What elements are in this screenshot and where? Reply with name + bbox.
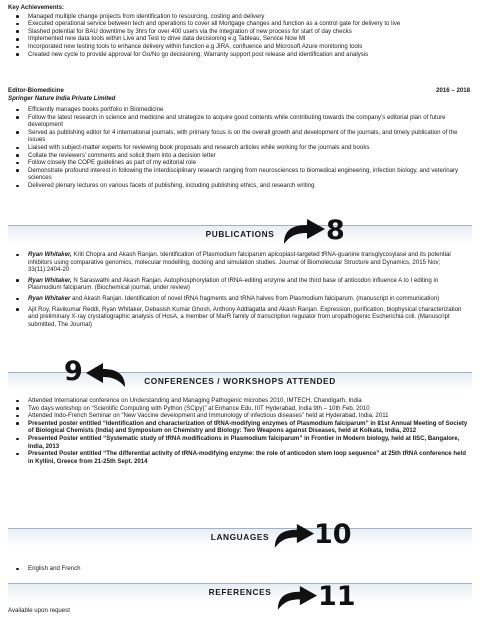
conferences-list	[8, 397, 472, 465]
curved-arrow-left-icon	[84, 362, 128, 388]
list-item: Served as publishing editor for 4 international journals, with primary focus is on the overall growth and development of the journals, and timely publication of the issues	[28, 129, 472, 144]
key-achievements-heading: Key Achievements:	[8, 4, 64, 11]
languages-list	[8, 565, 472, 573]
list-item: Delivered plenary lectures on various facets of publishing, including publishing ethics, and research writing	[28, 182, 472, 190]
references-annotation-number: 11	[318, 581, 356, 612]
publication-item	[28, 251, 472, 274]
list-item: Incorporated new testing tools to enhance delivery within function e.g JIRA, confluence and Microsoft Azure monitoring tools	[28, 43, 472, 51]
list-item: Presented poster entitled “Identification and characterization of tRNA-modifying enzymes of Plasmodium falciparum” in 81st Annual Meeting of Society of Biological Chemists (India) and Symposium on Chemistry and Biology: Two Weapons against Diseases, held at Kolkata, India, 2012	[28, 420, 472, 435]
list-item: Two days workshop on “Scientific Computing with Python (SCipy)” at Enhance Edu, IIIT Hyderabad, India 9th – 10th Feb. 2010	[28, 405, 472, 413]
conferences-annotation-number: 9	[64, 356, 83, 387]
list-item: Demonstrate profound interest in following the interdisciplinary research ranging from neurosciences to biomedical engineering, infection biology, and veterinary sciences	[28, 167, 472, 182]
list-item: Created new cycle to provide approval for Go/No go decisioning; Warranty support post release and identification and analysis	[28, 51, 472, 59]
key-achievements-list	[8, 13, 472, 59]
references-text: Available upon request	[8, 607, 70, 614]
list-item: Follow closely the COPE guidelines as part of my editorial role	[28, 159, 472, 167]
publication-authors: Ryan Whitaker,	[28, 276, 72, 284]
publication-details: Kriti Chopra and Akash Ranjan. Identification of Plasmodium falciparum apicoplast-targeted tRNA-guanine transglycosylase and its potential inhibitors using comparative genomics, molecular modelling, docking and simulation studies. Journal of Biomolecular Structure and Dynamics, 2015 Nov; 33(11):2404-20	[28, 251, 451, 274]
references-heading: REFERENCES	[208, 587, 272, 597]
languages-heading: LANGUAGES	[210, 532, 270, 542]
list-item: Presented Poster entitled “The differential activity of tRNA-modifying enzyme: the role of anticodon stem loop sequence” at 25th tRNA conference held in Kyllini, Greece from 21-25th Sept. 2014	[28, 450, 472, 465]
list-item: Attended International conference on Understanding and Managing Pathogenic microbes 2010, IMTECH, Chandigarh, India	[28, 397, 472, 405]
publication-authors: Ryan Whitaker	[28, 294, 71, 302]
publications-list	[8, 251, 472, 328]
curved-arrow-right-icon	[281, 217, 327, 245]
list-item: Liaised with subject-matter experts for reviewing book proposals and research articles while working for the journals and books	[28, 144, 472, 152]
job-dates: 2016 – 2018	[436, 87, 470, 94]
publication-item	[28, 295, 472, 303]
publication-authors: Ryan Whitaker,	[28, 251, 72, 258]
list-item: Implemented new data tools within Live and Test to drive data decisioning e.g Tableau, Service Now MI	[28, 35, 472, 43]
list-item: Efficiently manages books portfolio in Biomedicine	[28, 106, 472, 114]
curved-arrow-right-icon	[272, 522, 316, 549]
key-achievements-section	[8, 4, 472, 58]
job-section	[8, 87, 472, 102]
job-company: Springer Nature India Private Limited	[8, 94, 116, 102]
languages-list-section	[8, 565, 472, 573]
list-item: Managed multiple change projects from identification to resourcing, costing and delivery	[28, 13, 472, 21]
list-item: Collate the reviewers’ comments and solicit them into a decision letter	[28, 152, 472, 160]
publication-details: N Saraswathi and Akash Ranjan. Autophosphorylation of tRNA-editing enzyme and the third base of anticodon influence A to I editing in Plasmodium falciparum. (Biochemical journal, under review)	[28, 276, 439, 292]
list-item: Attended Indo-French Seminar on “New Vaccine development and Immunology of infectious diseases” held at Hyderabad, India, 2011	[28, 412, 472, 420]
job-duties	[8, 106, 472, 190]
list-item: English and French	[28, 565, 472, 573]
list-item: Executed operational service between tech and operations to cover all Mortgage changes and function as a control gate for delivery to live	[28, 20, 472, 28]
publications-heading: PUBLICATIONS	[205, 229, 275, 239]
conferences-list-section	[8, 397, 472, 465]
publications-list-section	[8, 251, 472, 328]
publication-item	[28, 306, 472, 329]
list-item: Follow the latest research in science and medicine and strategize to acquire good contents while contributing towards the company’s editorial plan of future development	[28, 114, 472, 129]
list-item: Presented Poster entitled “Systematic study of tRNA modifications in Plasmodium falciparum” in Frontier in Modern biology, held at IISC, Bangalore, India, 2013	[28, 435, 472, 450]
publication-details: and Akash Ranjan. Identification of novel tRNA fragments and tRNA halves from Plasmodium falciparum. (manuscript in communication)	[70, 294, 440, 302]
job-title: Editor-Biomedicine	[8, 87, 64, 94]
list-item: Slashed potential for BAU downtime by 3hrs for over 400 users via the integration of new process for start of day checks	[28, 28, 472, 36]
job-duties-list	[8, 106, 472, 190]
languages-annotation-number: 10	[314, 519, 352, 550]
publication-item	[28, 277, 472, 292]
publications-annotation-number: 8	[326, 215, 345, 246]
publication-details: Ajit Roy, Ravikumar Reddi, Ryan Whitaker, Debasish Kumar Ghosh, Anthony Addlagatta and Akash Ranjan. Expression, purification, biophysical characterization and preliminary X-ray crystallographic analysis of HosA, a member of MarR family of transcription regulator from uropathogenic Escherichia coli. (Manuscript submitted, The Journal)	[28, 305, 462, 328]
conferences-heading: CONFERENCES / WORKSHOPS ATTENDED	[144, 376, 336, 386]
